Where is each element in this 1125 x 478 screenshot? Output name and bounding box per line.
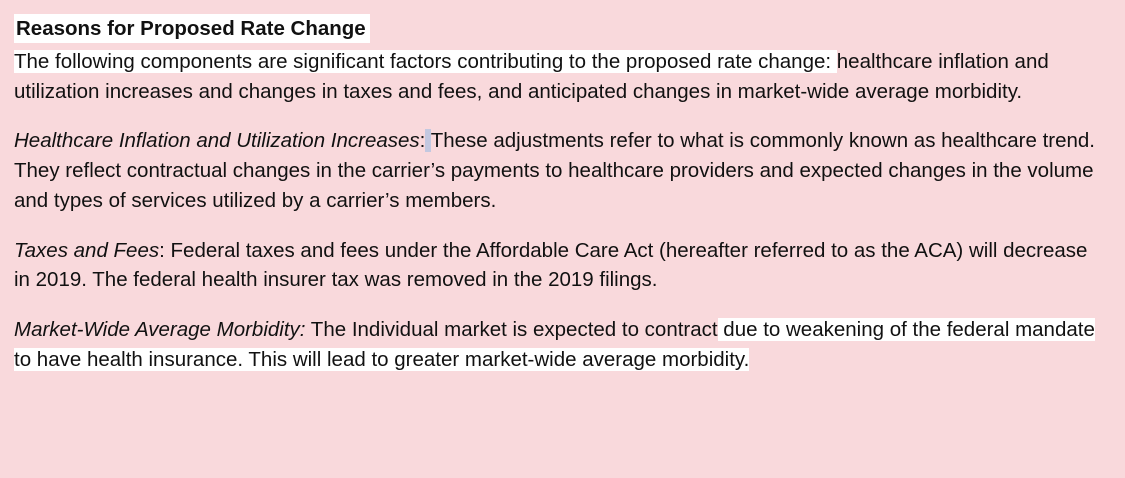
title-line [14,14,1107,45]
text-run: The Individual market is expected to contract [305,318,718,342]
paragraph-taxes-and-fees [14,236,1107,295]
text-run-italic: Market-Wide Average Morbidity: [14,318,306,342]
text-run-highlighted: due to weakening of the federal mandate to have health insurance. [14,318,1095,371]
text-run: These adjustments refer to what is commonly known as healthcare trend. They reflect contractual changes in the carrier’s payments to healthcare providers and expected changes in the volume and types of services utilized by a carrier’s members. [14,129,1095,212]
text-run-italic: Healthcare Inflation and Utilization Increases [14,129,420,153]
text-run-italic: Taxes and Fees [14,238,160,262]
text-run: : Federal taxes and fees under the Affordable Care Act (hereafter referred to as the ACA) will decrease in 2019. The federal health insurer tax was removed in the 2019 filings. [14,238,1088,292]
paragraph-market-wide-morbidity [14,315,1107,374]
text-run: : [419,129,426,153]
text-run: healthcare inflation and utilization increases and changes in taxes and fees, and anticipated changes in market-wide average morbidity. [14,50,1049,103]
page-title: Reasons for Proposed Rate Change [14,14,370,43]
paragraph-healthcare-inflation [14,126,1107,215]
text-run-highlighted: This will lead to greater market-wide average morbidity. [243,347,750,371]
text-run: The following components are significant factors contributing to the proposed rate change: [14,50,837,74]
paragraph-intro [14,47,1107,106]
